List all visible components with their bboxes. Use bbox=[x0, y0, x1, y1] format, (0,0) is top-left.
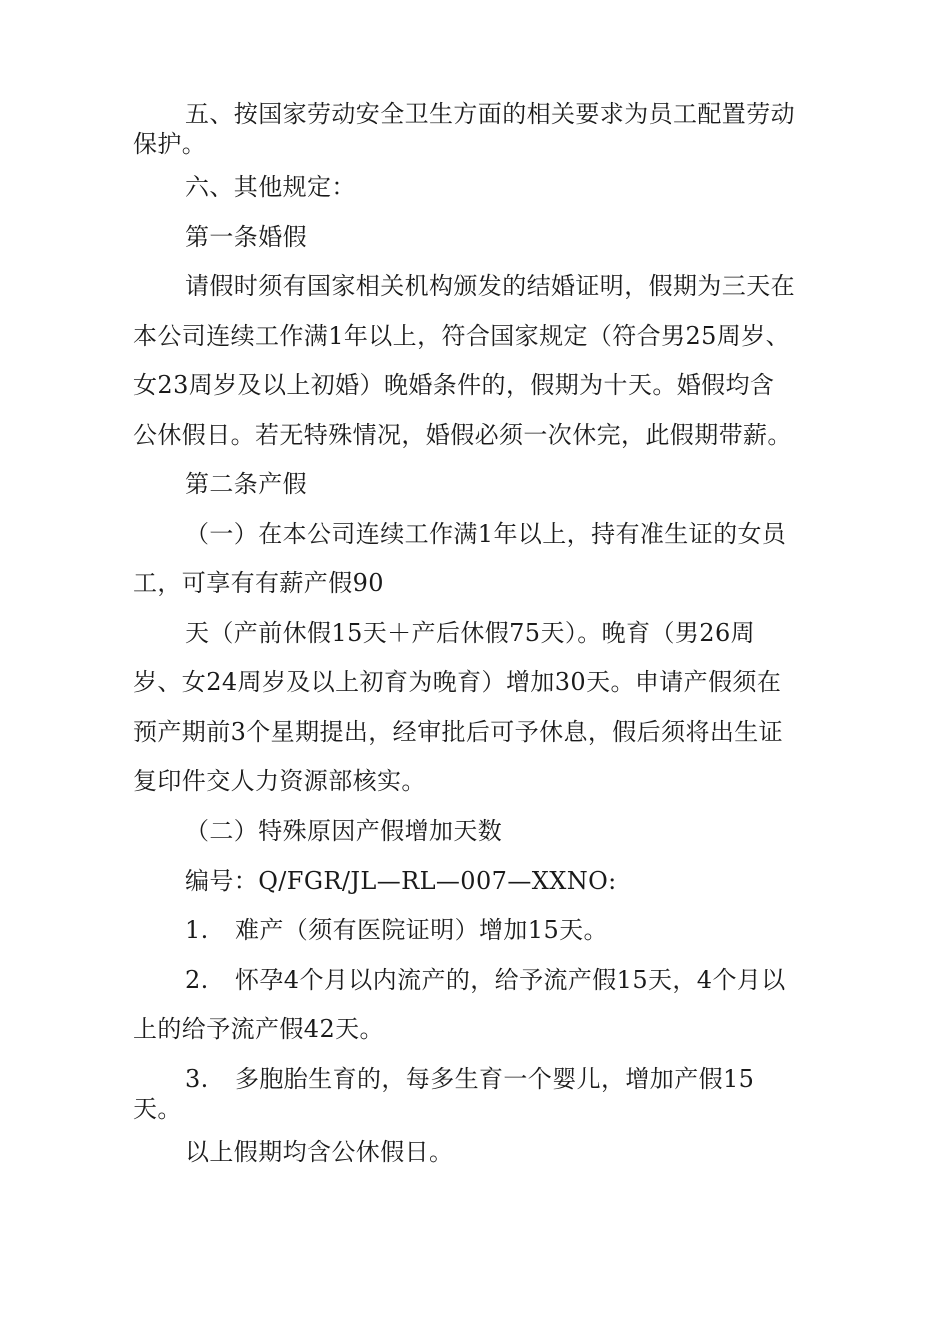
special-reasons-heading: （二）特殊原因产假增加天数 bbox=[185, 817, 503, 845]
list-item-3-continued: 天。 bbox=[133, 1095, 182, 1123]
section-six-heading: 六、其他规定： bbox=[185, 173, 356, 201]
section-five-line-1: 五、按国家劳动安全卫生方面的相关要求为员工配置劳动 bbox=[185, 100, 795, 128]
marriage-leave-line-1: 请假时须有国家相关机构颁发的结婚证明，假期为三天在 bbox=[185, 272, 795, 300]
maternity-leave-line-4: 岁、女24周岁及以上初育为晚育）增加30天。申请产假须在 bbox=[133, 668, 782, 696]
list-number: 3. bbox=[185, 1065, 209, 1093]
list-item-text: 怀孕4个月以内流产的，给予流产假15天，4个月以 bbox=[235, 966, 786, 994]
section-five-line-2: 保护。 bbox=[133, 130, 207, 158]
document-code: 编号：Q/FGR/JL—RL—007—XXNO: bbox=[185, 867, 617, 895]
list-number: 2. bbox=[185, 966, 209, 994]
list-item-2 bbox=[185, 965, 786, 995]
marriage-leave-line-3: 女23周岁及以上初婚）晚婚条件的，假期为十天。婚假均含 bbox=[133, 371, 775, 399]
list-number: 1. bbox=[185, 916, 209, 944]
maternity-leave-line-5: 预产期前3个星期提出，经审批后可予休息，假后须将出生证 bbox=[133, 718, 784, 746]
list-item-1 bbox=[185, 915, 608, 945]
list-item-text: 难产（须有医院证明）增加15天。 bbox=[235, 916, 608, 944]
list-item-text: 多胞胎生育的，每多生育一个婴儿，增加产假15 bbox=[235, 1065, 755, 1093]
marriage-leave-line-2: 本公司连续工作满1年以上，符合国家规定（符合男25周岁、 bbox=[133, 322, 791, 350]
article-one-heading: 第一条婚假 bbox=[185, 223, 307, 251]
maternity-leave-line-3: 天（产前休假15天＋产后休假75天）。晚育（男26周 bbox=[185, 619, 756, 647]
maternity-leave-line-1: （一）在本公司连续工作满1年以上，持有准生证的女员 bbox=[185, 520, 787, 548]
article-two-heading: 第二条产假 bbox=[185, 470, 307, 498]
maternity-leave-line-6: 复印件交人力资源部核实。 bbox=[133, 767, 426, 795]
closing-note: 以上假期均含公休假日。 bbox=[185, 1138, 454, 1166]
list-item-2-continued: 上的给予流产假42天。 bbox=[133, 1015, 384, 1043]
marriage-leave-line-4: 公休假日。若无特殊情况，婚假必须一次休完，此假期带薪。 bbox=[133, 421, 792, 449]
list-item-3 bbox=[185, 1064, 754, 1094]
maternity-leave-line-2: 工，可享有有薪产假90 bbox=[133, 569, 384, 597]
